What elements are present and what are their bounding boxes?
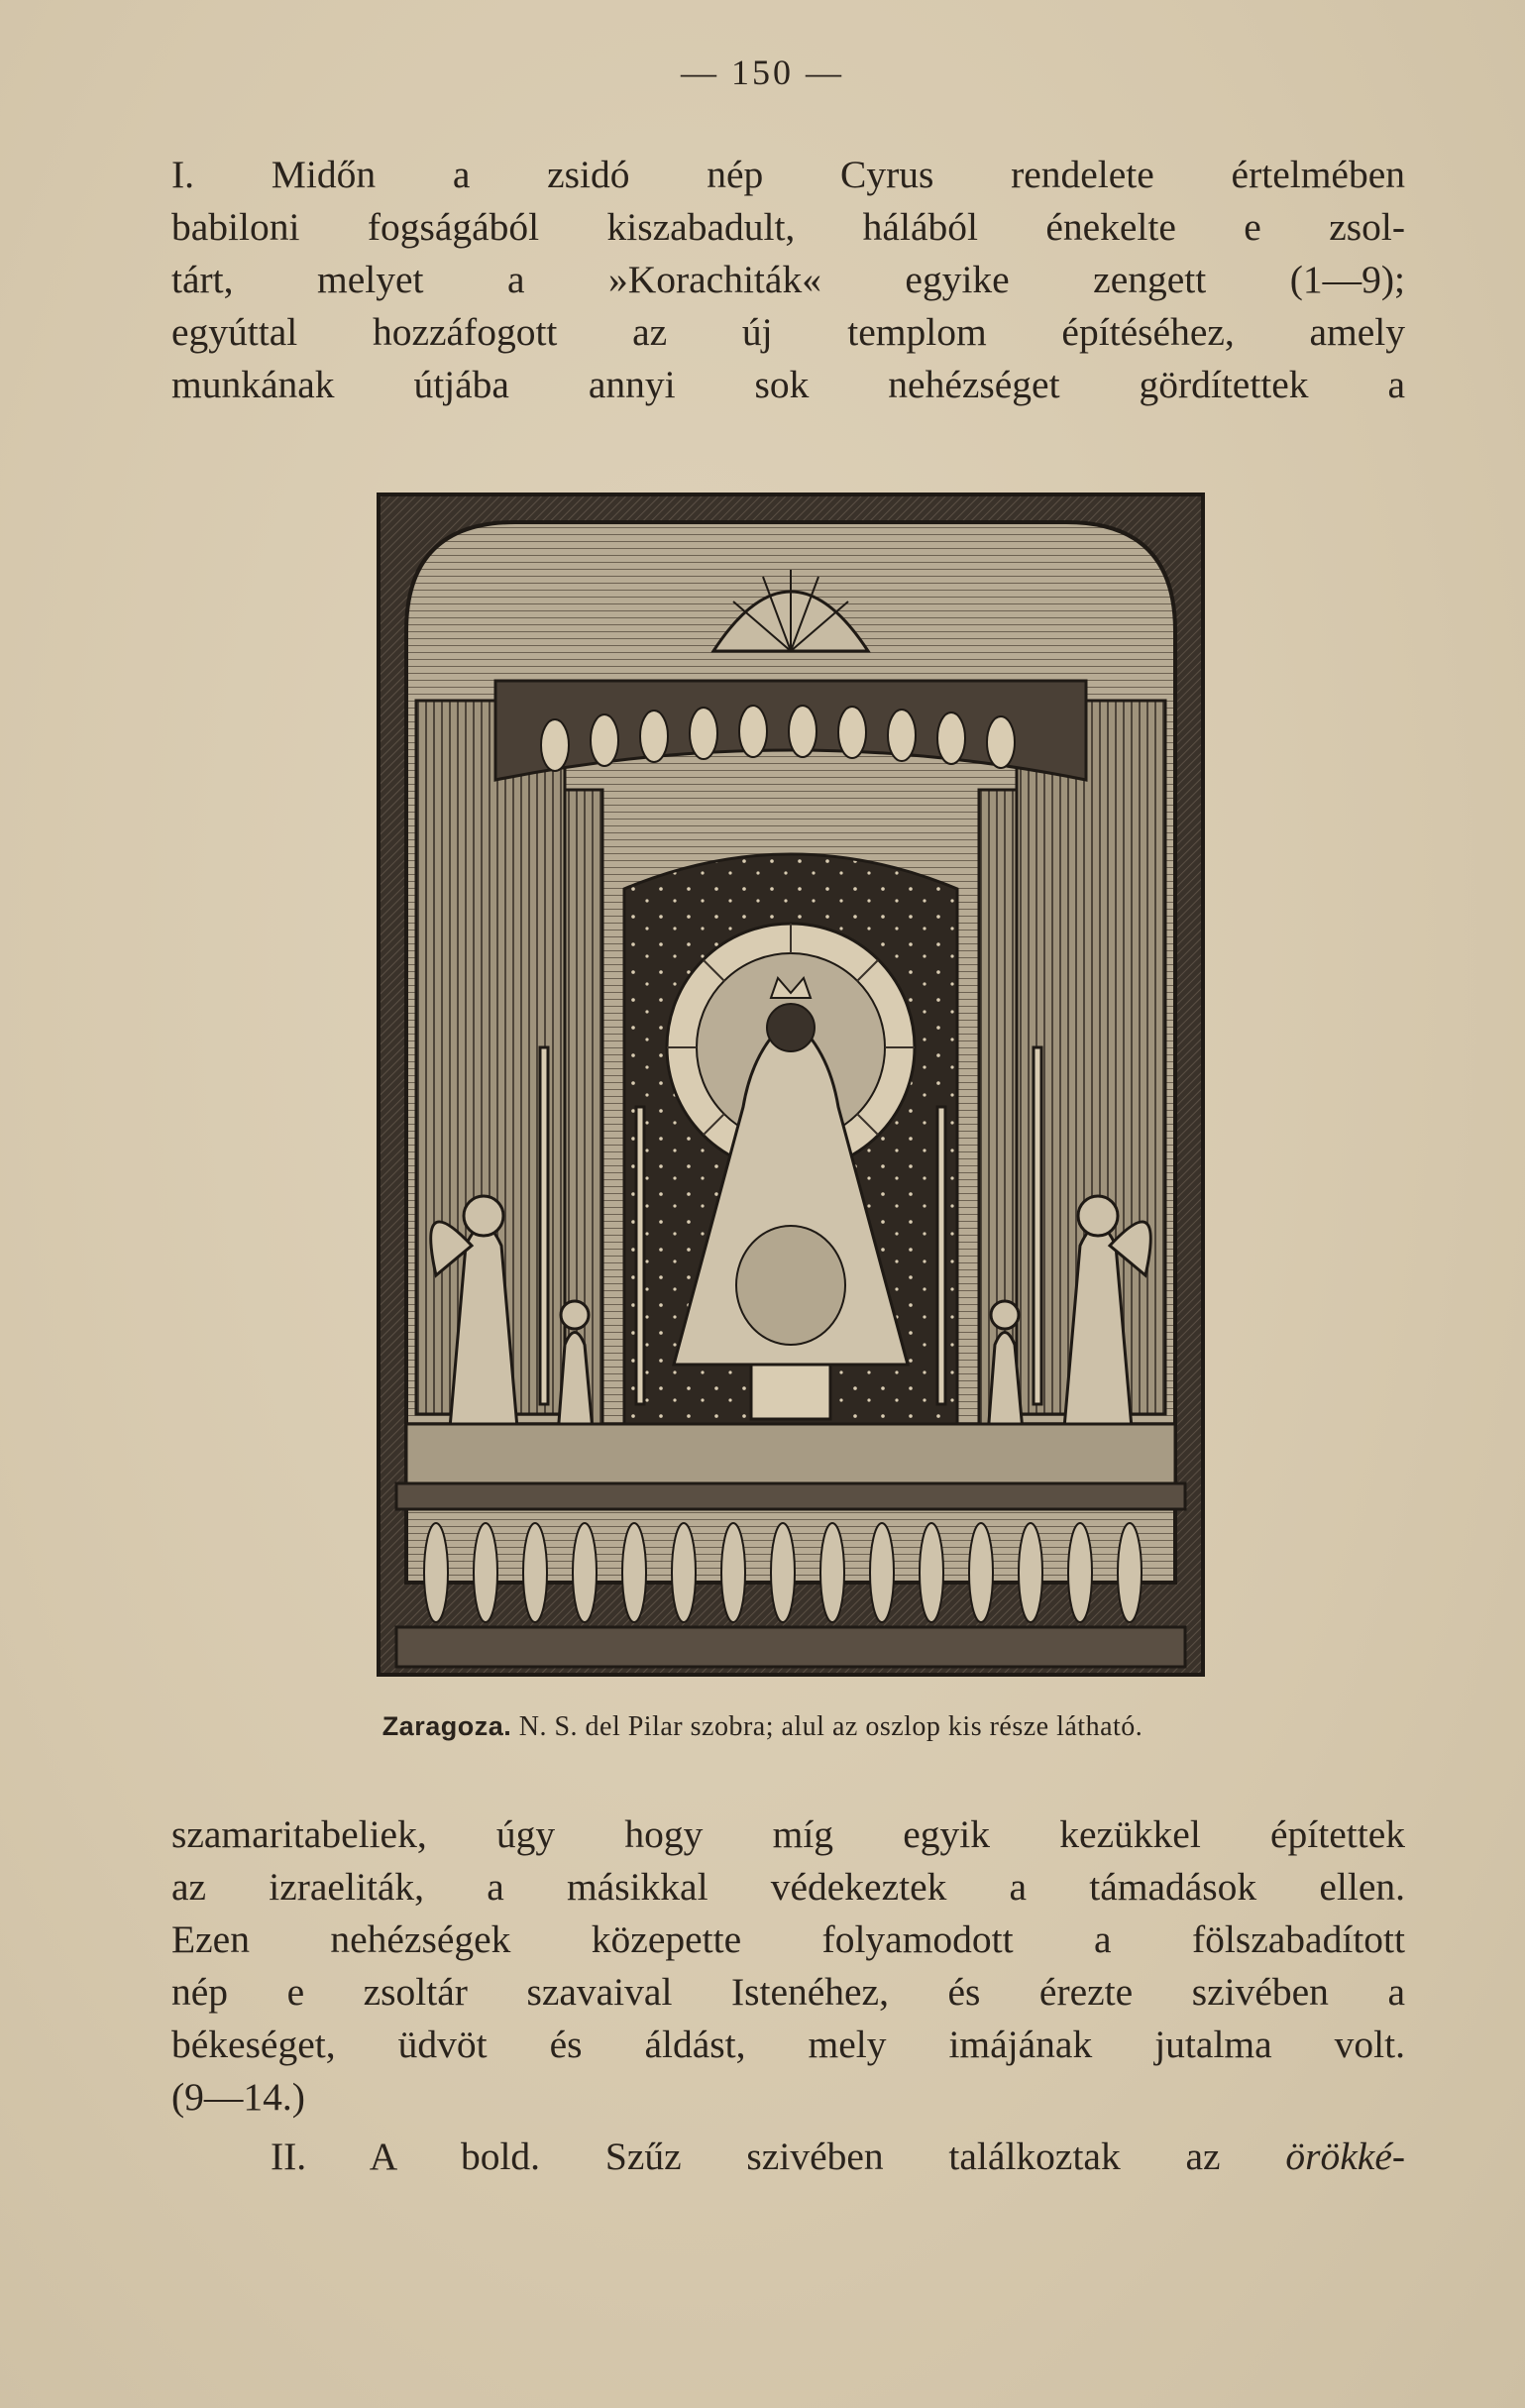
text-line-plain: II. A bold. Szűz szivében találkoztak az [271,2134,1221,2178]
text-line: békeséget, üdvöt és áldást, mely imájának jutalma volt. [171,2023,1405,2066]
figure-caption [0,1711,1525,1743]
text-line: Ezen nehézségek közepette folyamodott a fölszabadított [171,1917,1405,1961]
text-line-italic: örökké- [1285,2134,1406,2178]
text-line [171,2131,1405,2183]
caption-text: N. S. del Pilar szobra; alul az oszlop kis része látható. [518,1711,1144,1742]
paragraph-3 [171,2131,1405,2183]
text-line: munkának útjába annyi sok nehézséget gördítettek a [171,363,1405,406]
paragraph-1 [171,149,1405,411]
text-line: babiloni fogságából kiszabadult, hálából énekelte e zsol- [171,205,1405,249]
caption-place: Zaragoza. [381,1711,512,1741]
engraving-illustration [377,493,1205,1677]
paragraph-2 [171,1808,1405,2124]
text-line: (9—14.) [171,2075,305,2119]
page-number: — 150 — [681,53,844,92]
text-line: egyúttal hozzáfogott az új templom építéséhez, amely [171,310,1405,354]
text-line: tárt, melyet a »Korachiták« egyike zengett (1—9); [171,258,1405,301]
text-line: szamaritabeliek, úgy hogy míg egyik kezükkel építettek [171,1812,1405,1856]
text-line: nép e zsoltár szavaival Istenéhez, és érezte szivében a [171,1970,1405,2014]
text-line: az izraeliták, a másikkal védekeztek a támadások ellen. [171,1865,1405,1909]
text-line: I. Midőn a zsidó nép Cyrus rendelete értelmében [171,153,1405,196]
